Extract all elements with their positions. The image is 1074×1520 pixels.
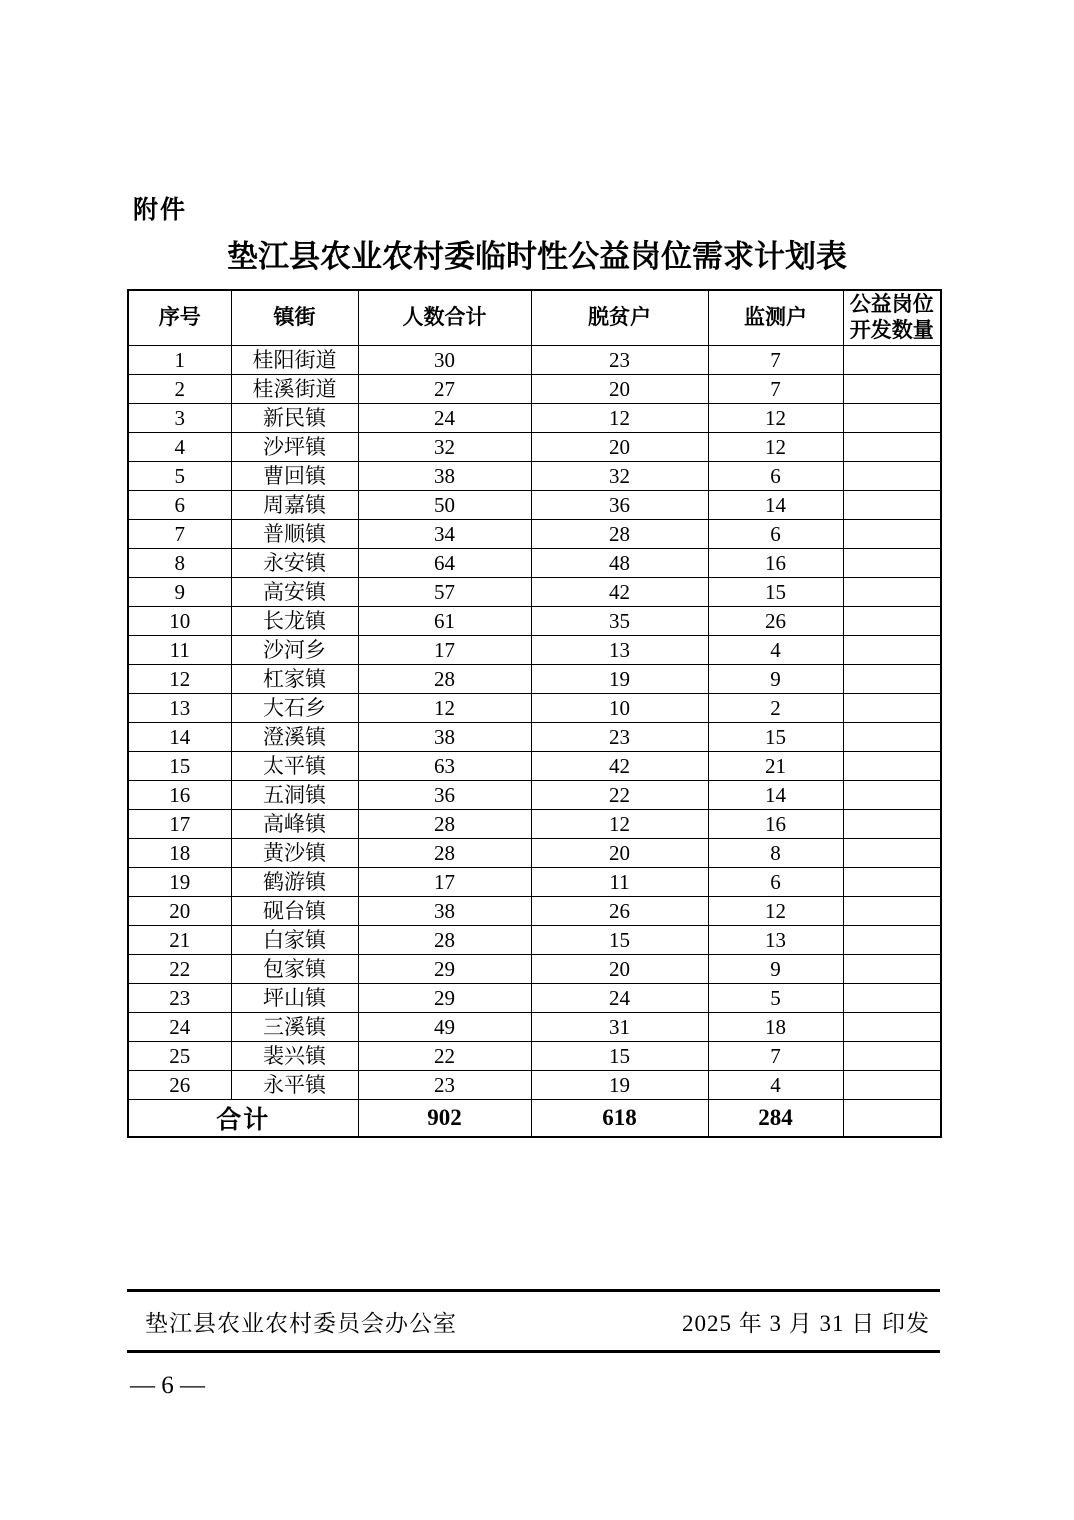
cell-poverty-households: 10 [531,694,708,723]
table-row [128,1013,941,1042]
table-row [128,694,941,723]
table-row [128,984,941,1013]
table-row [128,665,941,694]
cell-town: 沙河乡 [231,636,358,665]
cell-poverty-households: 20 [531,839,708,868]
column-header-town: 镇街 [231,290,358,346]
cell-positions-developed [843,810,941,839]
cell-poverty-households: 22 [531,781,708,810]
cell-town: 桂溪街道 [231,375,358,404]
cell-poverty-households: 15 [531,1042,708,1071]
cell-positions-developed [843,752,941,781]
cell-total-people: 17 [358,636,531,665]
cell-monitored-households: 7 [708,375,843,404]
cell-town: 新民镇 [231,404,358,433]
cell-index: 22 [128,955,231,984]
cell-town: 裴兴镇 [231,1042,358,1071]
cell-total-people: 22 [358,1042,531,1071]
cell-monitored-households: 8 [708,839,843,868]
cell-index: 12 [128,665,231,694]
cell-poverty-households: 32 [531,462,708,491]
cell-monitored-households: 4 [708,636,843,665]
table-row [128,868,941,897]
cell-monitored-households: 2 [708,694,843,723]
cell-index: 25 [128,1042,231,1071]
cell-positions-developed [843,375,941,404]
print-date: 2025 年 3 月 31 日 印发 [682,1310,930,1336]
cell-town: 坪山镇 [231,984,358,1013]
cell-town: 太平镇 [231,752,358,781]
cell-index: 18 [128,839,231,868]
cell-poverty-households: 42 [531,752,708,781]
table-row [128,607,941,636]
table-row [128,636,941,665]
cell-poverty-households: 36 [531,491,708,520]
cell-total-people: 28 [358,926,531,955]
cell-town: 三溪镇 [231,1013,358,1042]
cell-positions-developed [843,1013,941,1042]
cell-total-people: 12 [358,694,531,723]
cell-index: 2 [128,375,231,404]
page-number: — 6 — [130,1372,205,1399]
column-header-monitored-households: 监测户 [708,290,843,346]
cell-total-people: 27 [358,375,531,404]
cell-total-people: 38 [358,723,531,752]
cell-monitored-households: 16 [708,549,843,578]
cell-town: 白家镇 [231,926,358,955]
cell-town: 高安镇 [231,578,358,607]
cell-index: 16 [128,781,231,810]
table-row [128,578,941,607]
cell-town: 杠家镇 [231,665,358,694]
demand-plan-table [127,289,942,1138]
cell-total-people: 24 [358,404,531,433]
cell-positions-developed [843,955,941,984]
cell-monitored-households: 15 [708,723,843,752]
table-row [128,839,941,868]
cell-town: 鹤游镇 [231,868,358,897]
column-header-index: 序号 [128,290,231,346]
cell-town: 曹回镇 [231,462,358,491]
table-row [128,346,941,375]
cell-index: 17 [128,810,231,839]
cell-total-people: 38 [358,897,531,926]
cell-town: 大石乡 [231,694,358,723]
cell-positions-developed [843,868,941,897]
cell-monitored-households: 4 [708,1071,843,1100]
cell-positions-developed [843,1071,941,1100]
cell-total-people: 29 [358,984,531,1013]
table-row [128,549,941,578]
table-row [128,723,941,752]
cell-total-people: 49 [358,1013,531,1042]
table-row [128,810,941,839]
table-row [128,955,941,984]
cell-town: 周嘉镇 [231,491,358,520]
table-row [128,375,941,404]
cell-index: 9 [128,578,231,607]
cell-monitored-households: 7 [708,1042,843,1071]
cell-index: 26 [128,1071,231,1100]
cell-index: 19 [128,868,231,897]
cell-monitored-households: 14 [708,781,843,810]
cell-poverty-households: 20 [531,955,708,984]
cell-total-people: 28 [358,839,531,868]
cell-index: 5 [128,462,231,491]
cell-poverty-households: 12 [531,810,708,839]
cell-monitored-households: 6 [708,520,843,549]
cell-positions-developed [843,578,941,607]
table-header-row [128,290,941,346]
cell-monitored-households: 12 [708,433,843,462]
cell-poverty-households: 11 [531,868,708,897]
cell-total-people: 64 [358,549,531,578]
table-row [128,1071,941,1100]
cell-total-people: 50 [358,491,531,520]
cell-town: 澄溪镇 [231,723,358,752]
cell-town: 普顺镇 [231,520,358,549]
cell-index: 21 [128,926,231,955]
cell-monitored-households: 9 [708,955,843,984]
cell-positions-developed [843,346,941,375]
cell-positions-developed [843,491,941,520]
cell-positions-developed [843,1042,941,1071]
cell-poverty-households: 20 [531,375,708,404]
cell-poverty-households: 23 [531,346,708,375]
cell-total-people: 28 [358,810,531,839]
cell-poverty-households: 23 [531,723,708,752]
total-people-sum: 902 [358,1100,531,1138]
cell-poverty-households: 12 [531,404,708,433]
cell-total-people: 38 [358,462,531,491]
footer-top-rule [127,1289,940,1292]
total-label: 合计 [128,1100,358,1138]
cell-poverty-households: 20 [531,433,708,462]
cell-total-people: 61 [358,607,531,636]
cell-index: 1 [128,346,231,375]
table-row [128,897,941,926]
cell-total-people: 63 [358,752,531,781]
cell-poverty-households: 42 [531,578,708,607]
table-row [128,462,941,491]
table-row [128,781,941,810]
cell-index: 6 [128,491,231,520]
cell-poverty-households: 19 [531,1071,708,1100]
cell-index: 11 [128,636,231,665]
issuing-office: 垫江县农业农村委员会办公室 [145,1310,457,1336]
cell-index: 15 [128,752,231,781]
cell-monitored-households: 13 [708,926,843,955]
table-row [128,404,941,433]
cell-positions-developed [843,839,941,868]
cell-monitored-households: 7 [708,346,843,375]
cell-town: 五洞镇 [231,781,358,810]
cell-total-people: 34 [358,520,531,549]
cell-positions-developed [843,665,941,694]
footer-bottom-rule [127,1350,940,1353]
footer-row [127,1298,940,1344]
cell-town: 沙坪镇 [231,433,358,462]
column-header-positions-developed: 公益岗位开发数量 [843,290,941,346]
cell-poverty-households: 24 [531,984,708,1013]
cell-index: 23 [128,984,231,1013]
cell-monitored-households: 12 [708,897,843,926]
page-title: 垫江县农业农村委临时性公益岗位需求计划表 [227,239,847,274]
cell-town: 砚台镇 [231,897,358,926]
cell-town: 永安镇 [231,549,358,578]
table-row [128,520,941,549]
cell-index: 14 [128,723,231,752]
cell-monitored-households: 6 [708,462,843,491]
column-header-poverty-households: 脱贫户 [531,290,708,346]
cell-monitored-households: 12 [708,404,843,433]
cell-town: 桂阳街道 [231,346,358,375]
cell-monitored-households: 21 [708,752,843,781]
table-row [128,433,941,462]
cell-monitored-households: 5 [708,984,843,1013]
total-row [128,1100,941,1138]
cell-index: 8 [128,549,231,578]
cell-monitored-households: 9 [708,665,843,694]
cell-total-people: 17 [358,868,531,897]
cell-positions-developed [843,636,941,665]
cell-poverty-households: 31 [531,1013,708,1042]
cell-monitored-households: 15 [708,578,843,607]
cell-index: 13 [128,694,231,723]
cell-index: 20 [128,897,231,926]
cell-total-people: 57 [358,578,531,607]
cell-monitored-households: 18 [708,1013,843,1042]
cell-poverty-households: 15 [531,926,708,955]
cell-positions-developed [843,781,941,810]
cell-total-people: 23 [358,1071,531,1100]
table-row [128,491,941,520]
cell-positions-developed [843,520,941,549]
cell-index: 10 [128,607,231,636]
cell-town: 长龙镇 [231,607,358,636]
cell-monitored-households: 16 [708,810,843,839]
total-monitored-sum: 284 [708,1100,843,1138]
cell-total-people: 30 [358,346,531,375]
cell-monitored-households: 14 [708,491,843,520]
cell-monitored-households: 6 [708,868,843,897]
total-poverty-sum: 618 [531,1100,708,1138]
cell-positions-developed [843,723,941,752]
cell-total-people: 36 [358,781,531,810]
cell-town: 黄沙镇 [231,839,358,868]
cell-poverty-households: 19 [531,665,708,694]
cell-total-people: 32 [358,433,531,462]
cell-positions-developed [843,404,941,433]
cell-poverty-households: 35 [531,607,708,636]
column-header-total-people: 人数合计 [358,290,531,346]
cell-poverty-households: 13 [531,636,708,665]
cell-positions-developed [843,984,941,1013]
cell-positions-developed [843,694,941,723]
table-row [128,1042,941,1071]
cell-positions-developed [843,433,941,462]
cell-positions-developed [843,462,941,491]
cell-town: 包家镇 [231,955,358,984]
cell-town: 永平镇 [231,1071,358,1100]
cell-monitored-households: 26 [708,607,843,636]
cell-total-people: 29 [358,955,531,984]
cell-town: 高峰镇 [231,810,358,839]
cell-poverty-households: 48 [531,549,708,578]
cell-poverty-households: 28 [531,520,708,549]
cell-index: 24 [128,1013,231,1042]
cell-poverty-households: 26 [531,897,708,926]
cell-index: 3 [128,404,231,433]
table-row [128,926,941,955]
table-row [128,752,941,781]
cell-positions-developed [843,549,941,578]
cell-total-people: 28 [358,665,531,694]
attachment-label: 附件 [133,196,188,224]
cell-index: 4 [128,433,231,462]
cell-positions-developed [843,926,941,955]
cell-positions-developed [843,897,941,926]
total-positions-sum [843,1100,941,1138]
cell-positions-developed [843,607,941,636]
cell-index: 7 [128,520,231,549]
